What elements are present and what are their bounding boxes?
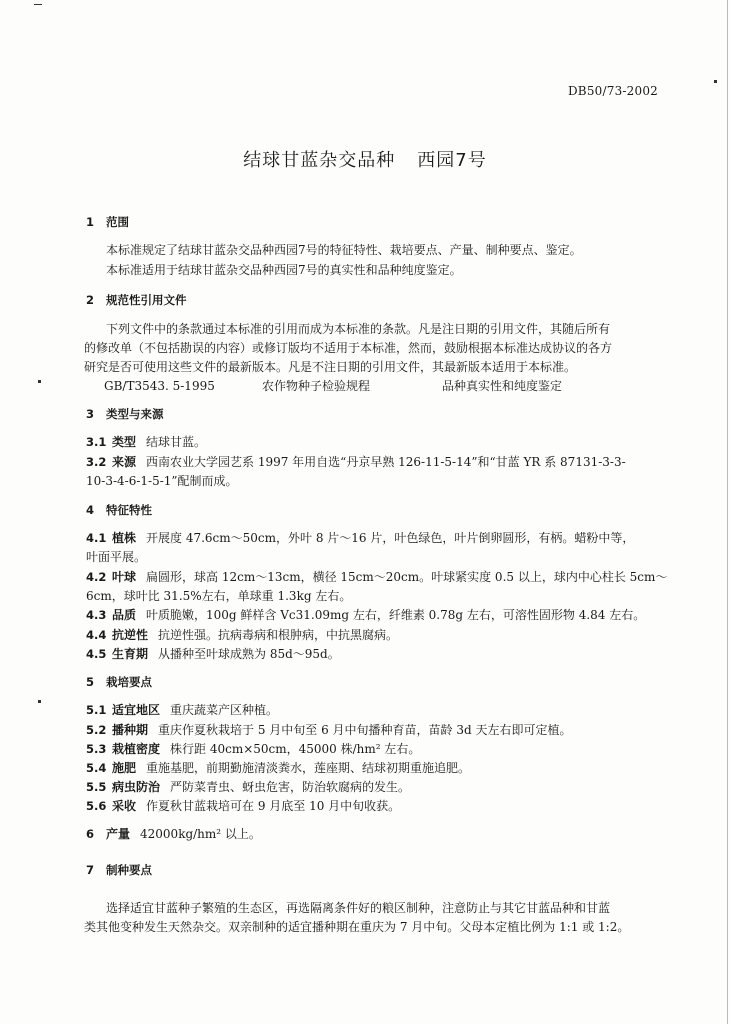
clause-4-5: 4.5 生育期 从播种至叶球成熟为 85d～95d。 (86, 647, 340, 661)
section-heading: 3 类型与来源 (86, 407, 164, 421)
clause-5-5: 5.5 病虫防治 严防菜青虫、蚜虫危害，防治软腐病的发生。 (86, 780, 411, 794)
clause-4-4: 4.4 抗逆性 抗逆性强。抗病毒病和根肿病，中抗黑腐病。 (86, 628, 399, 642)
paragraph-line: 选择适宜甘蓝种子繁殖的生态区，再选隔离条件好的粮区制种，注意防止与其它甘蓝品种和甘蓝 (106, 901, 611, 915)
section-heading: 1 范围 (86, 215, 129, 229)
clause-4-2-cont: 6cm，球叶比 31.5%左右，单球重 1.3kg 左右。 (86, 589, 352, 603)
clause-5-1: 5.1 适宜地区 重庆蔬菜产区种植。 (86, 703, 279, 717)
section-heading: 5 栽培要点 (86, 675, 152, 689)
reference-code: GB/T3543. 5-1995 (104, 379, 215, 393)
title-variety: 西园7号 (417, 150, 487, 171)
clause-4-3: 4.3 品质 叶质脆嫩，100g 鲜样含 Vc31.09mg 左右，纤维素 0.78g 左右，可溶性固形物 4.84 左右。 (86, 608, 646, 622)
page-title (0, 146, 730, 172)
reference-title: 农作物种子检验规程 (262, 379, 371, 393)
clause-3-2: 3.2 来源 西南农业大学园艺系 1997 年用自选“丹京早熟 126-11-5-14”和“甘蓝 YR 系 87131-3-3- (86, 455, 626, 469)
clause-5-6: 5.6 采收 作夏秋甘蓝栽培可在 9 月底至 10 月中旬收获。 (86, 799, 401, 813)
clause-4-1: 4.1 植株 开展度 47.6cm～50cm，外叶 8 片～16 片，叶色绿色，叶片倒卵圆形，有柄。蜡粉中等， (86, 531, 635, 545)
paragraph-line: 本标准适用于结球甘蓝杂交品种西园7号的真实性和品种纯度鉴定。 (106, 263, 462, 277)
clause-3-1: 3.1 类型 结球甘蓝。 (86, 435, 207, 449)
reference-subtitle: 品种真实性和纯度鉴定 (442, 379, 563, 393)
clause-5-2: 5.2 播种期 重庆作夏秋栽培于 5 月中旬至 6 月中旬播种育苗，苗龄 3d 天左右即可定植。 (86, 723, 572, 737)
scan-mark (34, 4, 42, 5)
paragraph-line: 本标准规定了结球甘蓝杂交品种西园7号的特征特性、栽培要点、产量、制种要点、鉴定。 (106, 243, 582, 257)
paragraph-line: 类其他变种发生天然杂交。双亲制种的适宜播种期在重庆为 7 月中旬。父母本定植比例为 1:1 或 1:2。 (84, 920, 630, 934)
clause-3-2-cont: 10-3-4-6-1-5-1”配制而成。 (86, 474, 238, 488)
paragraph-line: 研究是否可使用这些文件的最新版本。凡是不注日期的引用文件，其最新版本适用于本标准。 (84, 360, 577, 374)
paragraph-line: 的修改单（不包括勘误的内容）或修订版均不适用于本标准，然而，鼓励根据本标准达成协议的各方 (84, 341, 613, 355)
section-heading: 4 特征特性 (86, 503, 152, 517)
scan-mark (714, 80, 717, 83)
clause-4-1-cont: 叶面平展。 (86, 550, 147, 564)
paragraph-line: 下列文件中的条款通过本标准的引用而成为本标准的条款。凡是注日期的引用文件，其随后所有 (106, 322, 611, 336)
document-code: DB50/73-2002 (567, 84, 658, 98)
clause-5-4: 5.4 施肥 重施基肥，前期勤施清淡粪水，莲座期、结球初期重施追肥。 (86, 761, 471, 775)
title-main: 结球甘蓝杂交品种 (243, 150, 396, 171)
section-heading: 7 制种要点 (86, 863, 152, 877)
section-6: 6 产量 42000kg/hm² 以上。 (86, 827, 261, 841)
clause-4-2: 4.2 叶球 扁圆形，球高 12cm～13cm，横径 15cm～20cm。叶球紧实度 0.5 以上，球内中心柱长 5cm～ (86, 570, 668, 584)
scan-mark (38, 380, 41, 383)
section-heading: 2 规范性引用文件 (86, 293, 187, 307)
scan-mark (38, 700, 41, 703)
clause-5-3: 5.3 栽植密度 株行距 40cm×50cm，45000 株/hm² 左右。 (86, 742, 421, 756)
